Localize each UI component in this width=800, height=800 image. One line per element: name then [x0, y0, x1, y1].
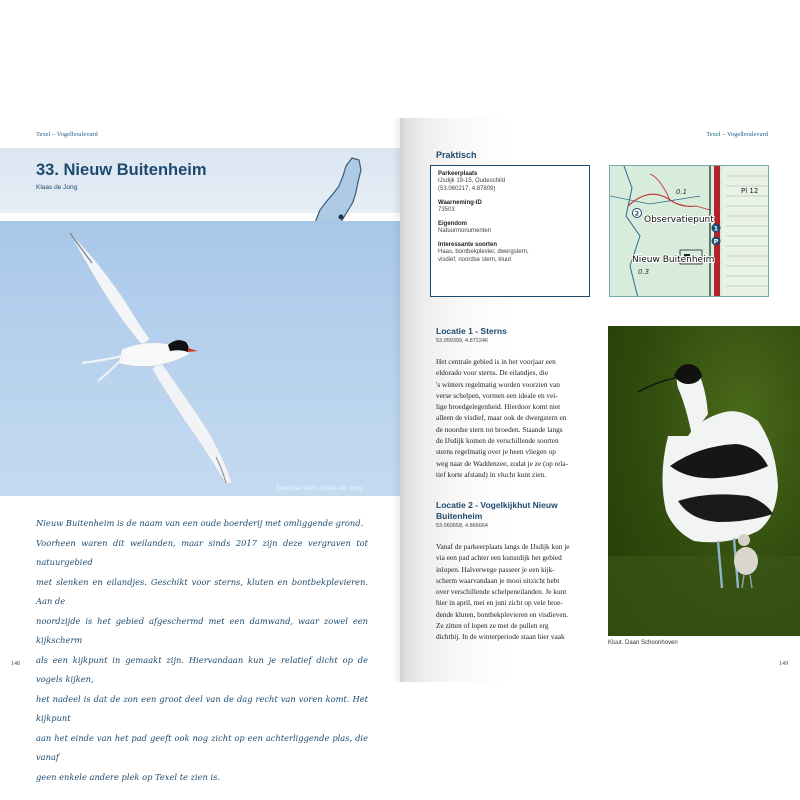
- text-line: alleen de visdief, maar ook de dwergstern en: [436, 413, 567, 423]
- locatie-1-text: [436, 356, 594, 480]
- spine-shadow: [392, 118, 406, 682]
- ownership-value: Natuurmonumenten: [438, 228, 492, 234]
- avocet-photo-caption: Kluut. Daan Schoonhoven: [608, 640, 678, 646]
- chapter-author: Klaas de Jong: [36, 184, 78, 191]
- text-line: via een pad achter een kunstdijk het gebied: [436, 553, 562, 563]
- location-dot: [339, 215, 344, 220]
- map-label-01: 0.1: [676, 188, 688, 196]
- intro-line: Voorheen waren dit weilanden, maar sinds 2017 zijn deze vergraven tot natuurgebied: [36, 537, 368, 567]
- locatie-2-coords: 53.060658, 4.866664: [436, 523, 488, 529]
- tern-photo: [0, 221, 400, 496]
- text-line: hier in april, mei en juni zicht op vele broe-: [436, 598, 563, 608]
- species-line: Haas, bontbekplevier, dwergstern,: [438, 249, 529, 255]
- map-marker-1: 1: [713, 224, 719, 233]
- text-line: Het centrale gebied is in het voorjaar een: [436, 357, 556, 366]
- left-page: [0, 118, 400, 782]
- intro-line: Nieuw Buitenheim is de naam van een oude boerderij met omliggende grond.: [36, 518, 364, 528]
- right-page: [400, 118, 800, 682]
- species-label: Interessante soorten: [438, 242, 498, 248]
- text-line: scherm waarvandaan je mooi uitzicht hebt: [436, 575, 560, 585]
- locatie-2-text: [436, 541, 594, 643]
- locatie-1-coords: 53.059399, 4.872246: [436, 338, 488, 344]
- text-line: over verschillende schelpeneilanden. Je kunt: [436, 587, 567, 597]
- page-number-right: 149: [779, 661, 788, 667]
- map-label-pl12: Pl 12: [741, 187, 759, 195]
- map-label-observatiepunt: Observatiepunt: [644, 215, 714, 225]
- intro-line: het nadeel is dat de zon een groot deel van de dag recht van voren komt. Het kijkpunt: [36, 693, 368, 723]
- parking-label: Parkeerplaats: [438, 171, 478, 177]
- intro-line: aan het einde van het pad geeft ook nog zicht op een achterliggende plas, die vanaf: [36, 732, 368, 762]
- text-line: 's winters regelmatig worden voorzien van: [436, 379, 560, 389]
- topo-map-drawing: [610, 166, 769, 297]
- map-marker-2: 2: [634, 209, 640, 218]
- text-line: tief korte afstand) in vlucht kunt zien.: [436, 469, 547, 479]
- locatie-2-title-line: Buitenheim: [436, 511, 483, 521]
- topo-map: [609, 165, 769, 297]
- map-label-nieuw-buitenheim: Nieuw Buitenheim: [632, 255, 715, 265]
- book-spread: [0, 118, 800, 782]
- intro-line: met slenken en eilandjes. Geschikt voor sterns, kluten en bontbekplevieren. Aan de: [36, 576, 368, 606]
- intro-line: geen enkele andere plek op Texel te zien is.: [36, 771, 221, 782]
- intro-line: noordzijde is het gebied afgeschermd met een damwand, waar zowel een kijkscherm: [36, 615, 368, 645]
- chapter-title: 33. Nieuw Buitenheim: [36, 161, 207, 179]
- praktisch-title: Praktisch: [436, 150, 477, 160]
- text-line: sterns regelmatig over je heen vliegen op: [436, 447, 556, 457]
- title-band: [0, 148, 400, 213]
- tern-photo-caption: Noordse stern. Klaas de Jong: [276, 485, 362, 492]
- observation-id-label: Waarneming-ID: [438, 200, 482, 206]
- locatie-2: [436, 500, 594, 643]
- text-line: dichtbij. In de winterperiode staan hier vaak: [436, 632, 565, 642]
- ownership-label: Eigendom: [438, 221, 468, 227]
- avocet-photo: [608, 326, 800, 636]
- text-line: Ze zitten of lopen ze met de pullen erg: [436, 621, 549, 631]
- locatie-1: [436, 326, 594, 480]
- tern-illustration: [0, 221, 400, 496]
- text-line: dende kluten, bontbekplevieren en visdieven.: [436, 609, 569, 619]
- praktisch-box: [430, 165, 590, 297]
- parking-address: IJsdijk 19-15, Oudeschild: [438, 178, 506, 184]
- text-line: de IJsdijk komen de verschillende soorten: [436, 436, 559, 446]
- text-line: de noordse stern tot broeden. Staande langs: [436, 424, 563, 434]
- running-head-left: Texel – Vogelboulevard: [36, 131, 98, 138]
- text-line: Vanaf de parkeerplaats langs de IJsdijk kun je: [436, 542, 570, 551]
- avocet-illustration: [608, 326, 800, 636]
- locatie-2-title: [436, 500, 594, 522]
- text-line: verse schelpen, vormen een ideale en vei-: [436, 390, 558, 400]
- observation-id-value: 73503: [438, 207, 455, 213]
- text-line: inlopen. Halverwege passeer je een kijk-: [436, 564, 555, 574]
- text-line: eldorado voor sterns. De eilandjes, die: [436, 368, 549, 378]
- species-value: [438, 248, 582, 264]
- locatie-1-title: Locatie 1 - Sterns: [436, 326, 507, 336]
- map-marker-p: P: [713, 237, 719, 246]
- parking-coords: (53.060217, 4.87809): [438, 186, 496, 192]
- intro-line: als een kijkpunt in gemaakt zijn. Hiervandaan kun je relatief dicht op de vogels kijken,: [36, 654, 368, 684]
- intro-text: [36, 514, 368, 787]
- map-label-03: 0.3: [638, 268, 650, 276]
- text-line: lige broedgelegenheid. Hierdoor komt niet: [436, 402, 561, 412]
- species-line: visdief, noordse stern, kluut: [438, 257, 512, 263]
- running-head-right: Texel – Vogelboulevard: [706, 131, 768, 138]
- text-line: weg naar de Waddenzee, zodat je ze (op rela-: [436, 458, 568, 468]
- page-number-left: 148: [11, 661, 20, 667]
- locatie-2-title-line: Locatie 2 - Vogelkijkhut Nieuw: [436, 500, 558, 510]
- parking-value: [438, 177, 582, 193]
